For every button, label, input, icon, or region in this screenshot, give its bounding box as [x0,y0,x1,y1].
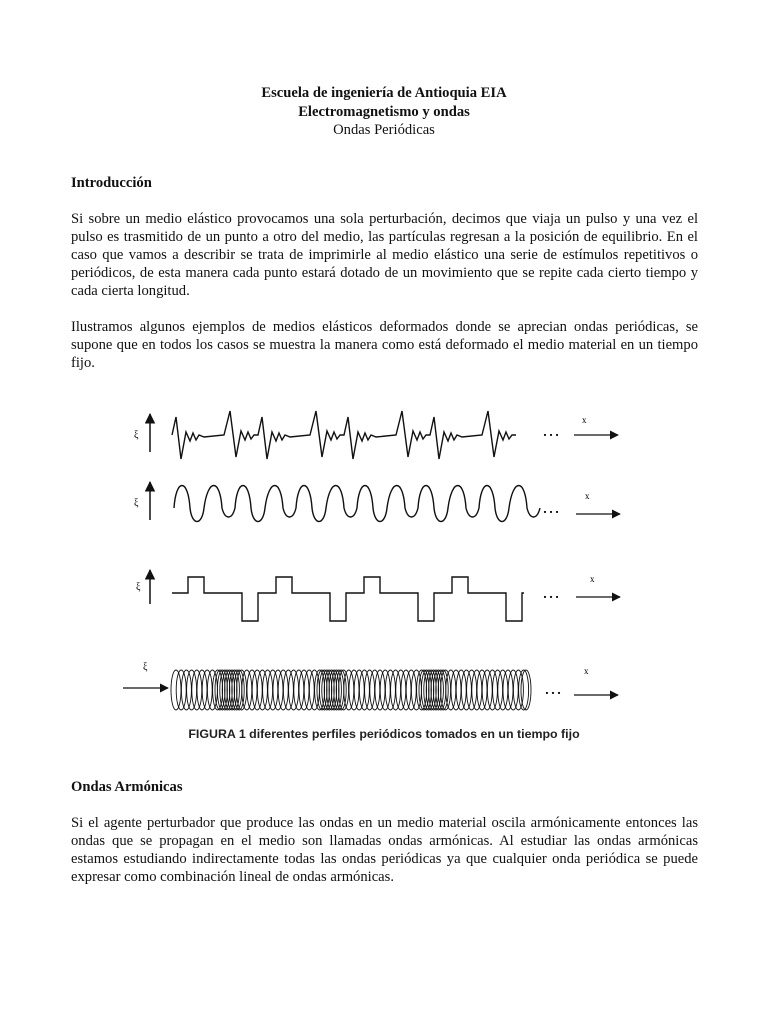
intro-heading: Introducción [71,175,152,191]
square-waveform [172,577,524,621]
harmonic-paragraph: Si el agente perturbador que produce las ondas en un medio material oscila armónicamente entonces las ondas que se propagan en el medio son llamadas ondas armónicas. Al estudiar las ondas armónicas estamos estudiando indirectamente todas las ondas periódicas ya que cualquier onda periódica se puede expresar como combinación lineal de ondas armónicas. [71,815,698,885]
school-title: Escuela de ingeniería de Antioquia EIA [261,85,507,101]
spring-coil-84 [521,670,531,710]
course-title: Electromagnetismo y ondas [298,103,470,120]
row-complex-wave [134,411,618,459]
xi-label: ξ [134,430,139,441]
xi-label: ξ [136,582,141,593]
x-label: x [584,666,589,676]
intro-paragraph-1: Si sobre un medio elástico provocamos una sola perturbación, decimos que viaja un pulso y una vez el pulso es trasmitido de un punto a otro del medio, las partículas regresan a la posición de equilibrio. En el caso que vamos a describir se trata de imprimirle al medio elástico una serie de estímulos repetitivos o periódicos, de esta manera cada punto estará dotado de un movimiento que se repite cada cierto tiempo y cada cierta longitud. [71,211,698,299]
x-label: x [585,491,590,501]
spring-coils [171,670,531,710]
row-square-wave [136,570,620,621]
ellipsis: … [542,497,560,517]
figure-caption: FIGURA 1 diferentes perfiles periódicos tomados en un tiempo fijo [188,727,580,741]
wave-profiles-diagram [118,392,638,722]
hump-waveform [174,486,540,522]
ellipsis: … [542,582,560,602]
intro-paragraph-2: Ilustramos algunos ejemplos de medios elásticos deformados donde se aprecian ondas periódicas, se supone que en todos los casos se muestra la manera como está deformado el medio material en un tiempo fijo. [71,319,698,371]
xi-label: ξ [134,498,139,509]
row-spring [123,662,618,710]
document-header [0,84,768,140]
row-hump-wave [134,482,620,522]
harmonic-heading: Ondas Armónicas [71,779,183,795]
x-label: x [590,574,595,584]
x-label: x [582,415,587,425]
figure-1 [118,392,638,722]
ellipsis: … [544,678,562,698]
ellipsis: … [542,420,560,440]
complex-waveform [172,411,516,459]
xi-label: ξ [143,662,148,673]
topic-title: Ondas Periódicas [333,122,435,138]
